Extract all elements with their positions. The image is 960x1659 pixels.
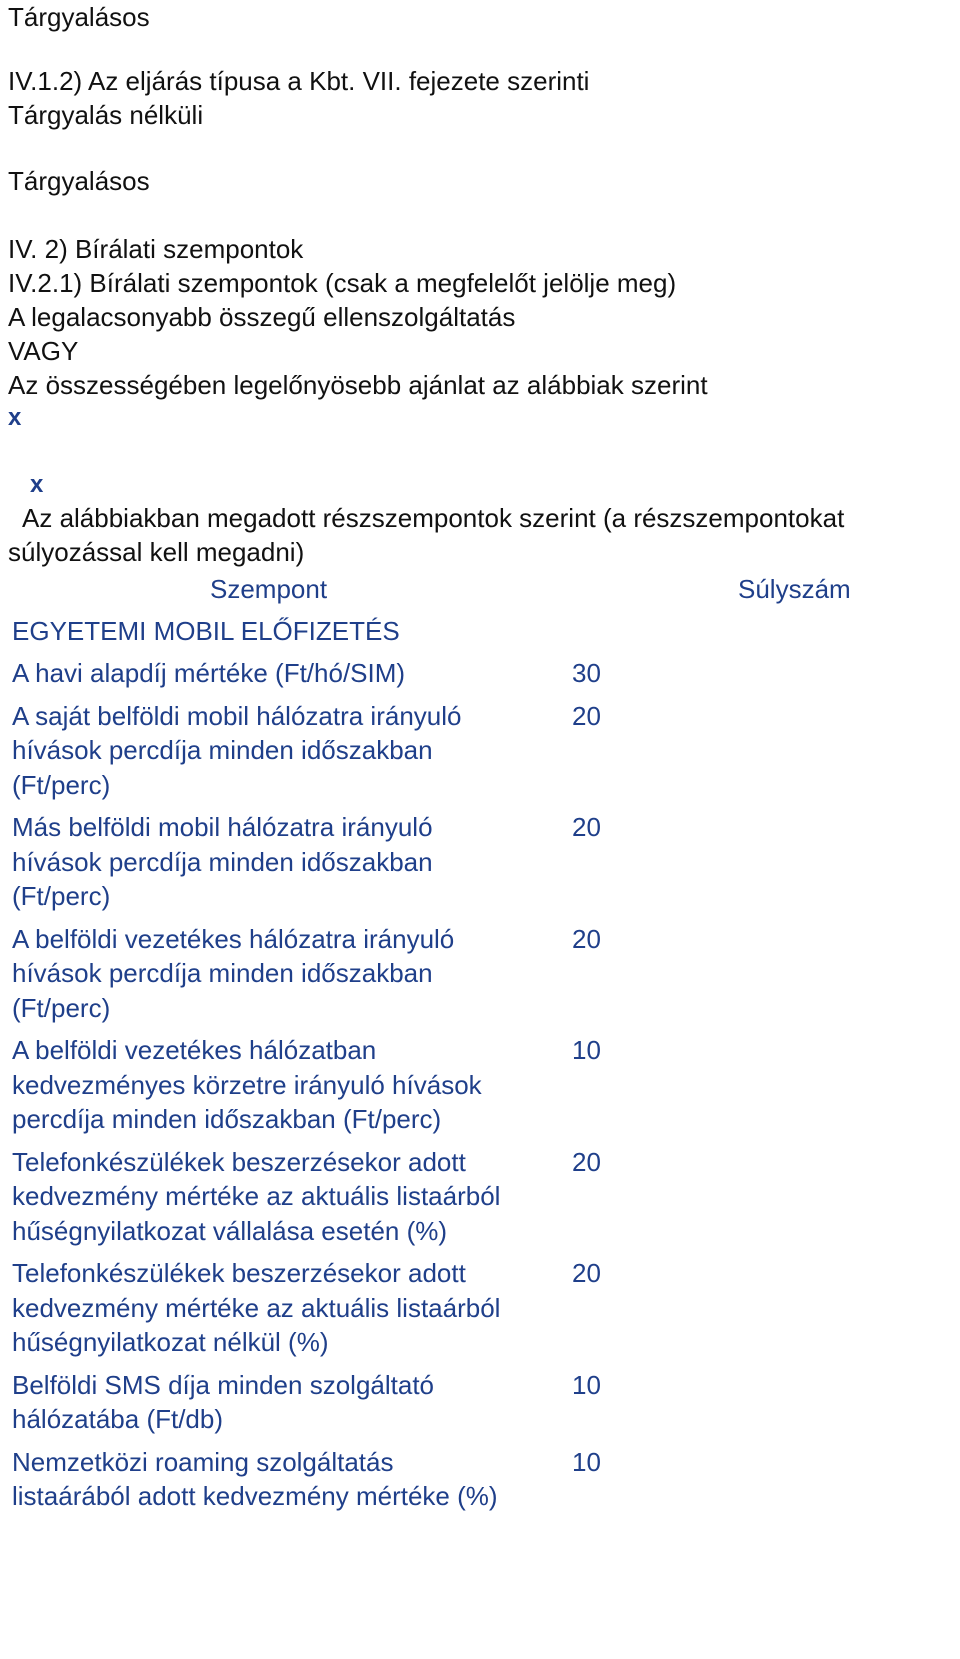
option-negotiated: Tárgyalásos xyxy=(8,166,150,196)
option-sub-criteria-cont: súlyozással kell megadni) xyxy=(8,537,305,567)
criterion-cell: Telefonkészülékek beszerzésekor adott kedvezmény mértéke az aktuális listaárból hűségnyilatkozat nélkül (%) xyxy=(12,1258,501,1357)
procedure-type-negotiated-top: Tárgyalásos xyxy=(8,2,150,32)
weight-cell: 20 xyxy=(572,923,601,954)
criterion-cell: A belföldi vezetékes hálózatra irányuló hívások percdíja minden időszakban (Ft/perc) xyxy=(12,923,455,1023)
section-procedure-type: IV.1.2) Az eljárás típusa a Kbt. VII. fejezete szerinti xyxy=(8,66,590,96)
weight-cell: 20 xyxy=(572,1258,601,1288)
table-row xyxy=(12,1368,612,1437)
weight-cell: 10 xyxy=(572,1369,601,1400)
option-without-negotiation: Tárgyalás nélküli xyxy=(8,100,204,130)
checkmark-most-advantageous: x xyxy=(8,404,22,431)
section-evaluation-criteria: IV. 2) Bírálati szempontok xyxy=(8,234,304,264)
option-sub-criteria: Az alábbiakban megadott részszempontok szerint (a részszempontokat xyxy=(22,503,845,533)
table-row xyxy=(12,922,612,1026)
table-row xyxy=(12,656,612,691)
option-most-advantageous: Az összességében legelőnyösebb ajánlat az alábbiak szerint xyxy=(8,370,708,400)
table-row xyxy=(12,1256,612,1360)
table-row xyxy=(12,810,612,914)
column-header-criterion: Szempont xyxy=(210,574,328,604)
weight-cell: 20 xyxy=(572,700,601,731)
weight-cell: 10 xyxy=(572,1446,601,1477)
option-lowest-price: A legalacsonyabb összegű ellenszolgáltatás xyxy=(8,302,516,332)
criterion-cell: Telefonkészülékek beszerzésekor adott kedvezmény mértéke az aktuális listaárból hűségnyilatkozat vállalása esetén (%) xyxy=(12,1146,501,1246)
weight-cell: 20 xyxy=(572,812,601,842)
checkmark-sub-criteria: x xyxy=(30,471,44,498)
or-separator: VAGY xyxy=(8,336,79,366)
criteria-table xyxy=(12,656,612,1514)
section-title-university-mobile: EGYETEMI MOBIL ELŐFIZETÉS xyxy=(12,616,400,646)
table-row xyxy=(12,1033,612,1137)
criterion-cell: Belföldi SMS díja minden szolgáltató hálózatába (Ft/db) xyxy=(12,1369,435,1434)
weight-cell: 10 xyxy=(572,1035,601,1065)
table-row xyxy=(12,1145,612,1249)
criterion-cell: A havi alapdíj mértéke (Ft/hó/SIM) xyxy=(12,658,406,688)
table-row xyxy=(12,1445,612,1514)
weight-cell: 30 xyxy=(572,658,601,688)
weight-cell: 20 xyxy=(572,1146,601,1177)
subsection-evaluation-criteria: IV.2.1) Bírálati szempontok (csak a megfelelőt jelölje meg) xyxy=(8,268,677,298)
criterion-cell: Más belföldi mobil hálózatra irányuló hívások percdíja minden időszakban (Ft/perc) xyxy=(12,812,433,911)
column-header-weight: Súlyszám xyxy=(738,574,851,604)
criterion-cell: Nemzetközi roaming szolgáltatás listaárából adott kedvezmény mértéke (%) xyxy=(12,1446,498,1511)
criterion-cell: A saját belföldi mobil hálózatra irányuló hívások percdíja minden időszakban (Ft/perc) xyxy=(12,700,462,800)
table-row xyxy=(12,699,612,803)
criterion-cell: A belföldi vezetékes hálózatban kedvezményes körzetre irányuló hívások percdíja minden időszakban (Ft/perc) xyxy=(12,1035,482,1134)
